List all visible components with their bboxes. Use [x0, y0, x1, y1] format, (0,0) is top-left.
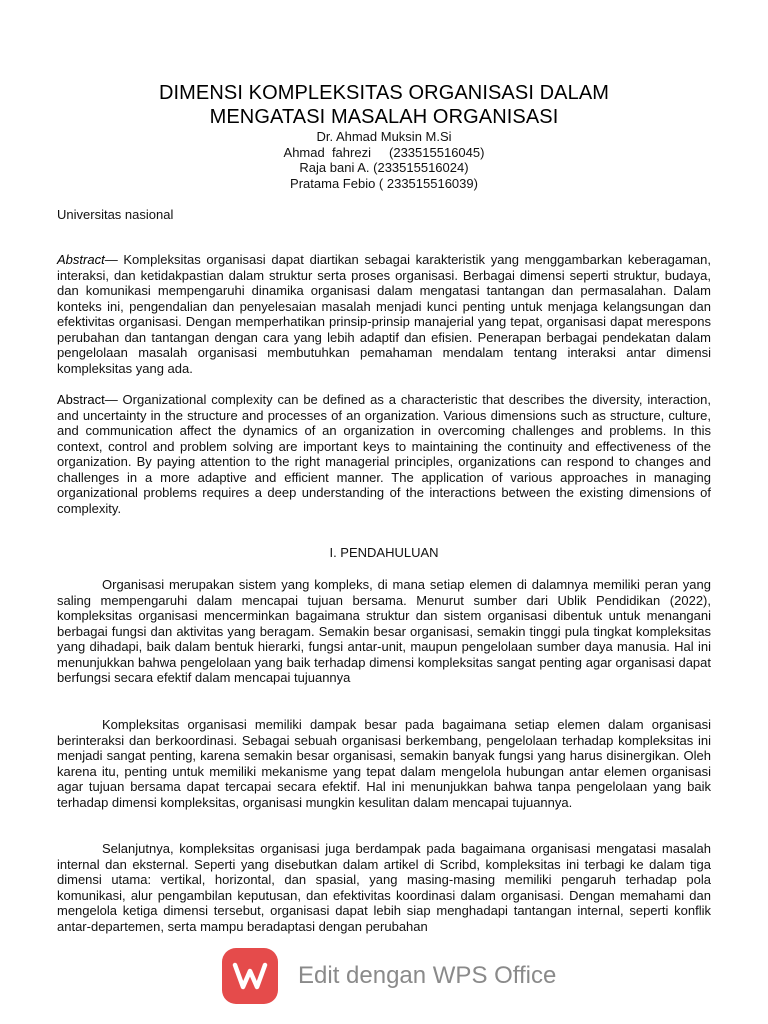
author-1: Ahmad fahrezi (233515516045) [283, 144, 485, 160]
abstract-label: Abstract [57, 252, 105, 267]
section-heading: I. PENDAHULUAN [329, 545, 439, 560]
author-3: Pratama Febio ( 233515516039) [290, 175, 478, 191]
title-line-1: DIMENSI KOMPLEKSITAS ORGANISASI DALAM [158, 82, 610, 104]
author-2: Raja bani A. (233515516024) [299, 160, 469, 175]
title-line-2: MENGATASI MASALAH ORGANISASI [209, 106, 559, 128]
body-paragraph-3: Selanjutnya, kompleksitas organisasi juga berdampak pada bagaimana organisasi mengatasi masalah internal dan eksternal. Seperti yang disebutkan dalam artikel di Scribd, kompleksitas ini terbagi ke dalam tiga dimensi utama: vertikal, horizontal, dan spasial, yang masing-masing memiliki pengaruh terhadap pola komunikasi, alur pengambilan keputusan, dan efektivitas koordinasi dalam organisasi. Dengan memahami dan mengelola ketiga dimensi tersebut, organisasi dapat lebih siap menghadapi tantangan internal, seperti konflik antar-departemen, serta mampu beradaptasi dengan perubahan [57, 841, 711, 934]
affiliation: Universitas nasional [57, 207, 174, 222]
abstract-english [57, 392, 711, 516]
body-paragraph-2: Kompleksitas organisasi memiliki dampak besar pada bagaimana setiap elemen dalam organisasi berinteraksi dan berkoordinasi. Sebagai sebuah organisasi berkembang, pengelolaan terhadap kompleksitas ini menjadi sangat penting, karena semakin besar organisasi, semakin banyak fungsi yang harus disinergikan. Oleh karena itu, penting untuk memiliki mekanisme yang tepat dalam mengelola hubungan antar elemen organisasi agar tujuan bersama dapat tercapai secara efektif. Hal ini menunjukkan bahwa tanpa pengelolaan yang baik terhadap dimensi kompleksitas, organisasi mungkin kesulitan dalam mencapai tujuannya. [57, 717, 711, 810]
wps-watermark[interactable] [222, 948, 582, 1004]
author-advisor: Dr. Ahmad Muksin M.Si [316, 129, 452, 144]
wps-watermark-text: Edit dengan WPS Office [298, 962, 557, 989]
body-paragraph-1: Organisasi merupakan sistem yang kompleks, di mana setiap elemen di dalamnya memiliki peran yang saling mempengaruhi dalam mencapai tujuan bersama. Menurut sumber dari Ublik Pendidikan (2022), kompleksitas organisasi mencerminkan bagaimana struktur dan sistem organisasi dibentuk untuk menangani berbagai fungsi dan aktivitas yang beragam. Semakin besar organisasi, semakin tinggi pula tingkat kompleksitas yang dihadapi, baik dalam bentuk hierarki, fungsi antar-unit, maupun pengelolaan sumber daya manusia. Hal ini menunjukkan bahwa pengelolaan yang baik terhadap dimensi kompleksitas sangat penting agar organisasi dapat berfungsi secara efektif dalam mencapai tujuannya [57, 577, 711, 685]
abstract-text: — Organizational complexity can be defined as a characteristic that describes the diversity, interaction, and uncertainty in the structure and processes of an organization. Various dimensions such as structure, culture, and communication affect the dynamics of an organization in overcoming challenges and problems. In this context, control and problem solving are important keys to maintaining the continuity and effectiveness of the organization. By paying attention to the right managerial principles, organizations can respond to changes and challenges in a more adaptive and efficient manner. The application of various approaches in managing organizational problems requires a deep understanding of the interactions between the existing dimensions of complexity. [57, 392, 711, 516]
wps-logo-icon [222, 948, 278, 1004]
abstract-indonesian [57, 252, 711, 376]
author-list [57, 129, 711, 191]
abstract-label: Abstract [57, 392, 105, 407]
abstract-text: — Kompleksitas organisasi dapat diartikan sebagai karakteristik yang menggambarkan keberagaman, interaksi, dan ketidakpastian dalam struktur serta proses organisasi. Berbagai dimensi seperti struktur, budaya, dan komunikasi mempengaruhi dinamika organisasi dalam mengatasi tantangan dan permasalahan. Dalam konteks ini, pengendalian dan penyelesaian masalah menjadi kunci penting untuk menjaga kelangsungan dan efektivitas organisasi. Dengan memperhatikan prinsip-prinsip manajerial yang tepat, organisasi dapat merespons perubahan dan tantangan dengan cara yang lebih adaptif dan efisien. Penerapan berbagai pendekatan dalam pengelolaan masalah organisasi membutuhkan pemahaman mendalam tentang interaksi antar dimensi kompleksitas yang ada. [57, 252, 711, 376]
document-title [57, 81, 711, 129]
